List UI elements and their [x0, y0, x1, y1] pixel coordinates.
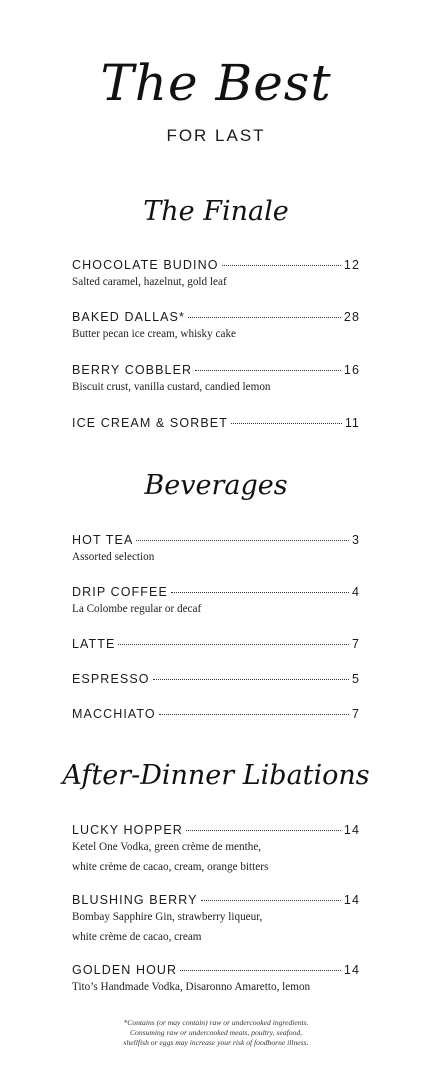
item-price: 7 — [351, 637, 360, 651]
dot-leader — [188, 317, 341, 318]
item-name: BERRY COBBLER — [72, 363, 193, 377]
item-description: Biscuit crust, vanilla custard, candied lemon — [72, 381, 271, 393]
subtitle: FOR LAST — [166, 126, 266, 145]
item-description: Assorted selection — [72, 551, 155, 563]
menu-item — [72, 707, 360, 721]
dot-leader — [136, 540, 349, 541]
dot-leader — [118, 644, 348, 645]
item-description: Butter pecan ice cream, whisky cake — [72, 328, 237, 340]
item-name: DRIP COFFEE — [72, 585, 168, 599]
item-name: BAKED DALLAS* — [72, 310, 185, 324]
item-price: 14 — [343, 823, 360, 837]
item-price: 4 — [351, 585, 360, 599]
section-title-beverages: Beverages — [144, 470, 288, 501]
item-name: ICE CREAM & SORBET — [72, 416, 228, 430]
dot-leader — [195, 370, 341, 371]
dot-leader — [231, 423, 342, 424]
item-price: 3 — [351, 533, 360, 547]
dot-leader — [159, 714, 349, 715]
item-description: white crème de cacao, cream — [72, 931, 202, 943]
item-price: 5 — [351, 672, 360, 686]
menu-item — [72, 258, 360, 310]
item-name: LUCKY HOPPER — [72, 823, 183, 837]
menu-item — [72, 963, 360, 996]
item-price: 16 — [343, 363, 360, 377]
dot-leader — [180, 970, 341, 971]
item-description: Ketel One Vodka, green crème de menthe, — [72, 841, 262, 853]
item-name: HOT TEA — [72, 533, 134, 547]
item-price: 28 — [343, 310, 360, 324]
dot-leader — [171, 592, 349, 593]
item-price: 7 — [351, 707, 360, 721]
item-name: MACCHIATO — [72, 707, 156, 721]
item-name: CHOCOLATE BUDINO — [72, 258, 219, 272]
item-description: Bombay Sapphire Gin, strawberry liqueur, — [72, 911, 263, 923]
section-title-finale: The Finale — [143, 196, 289, 227]
dot-leader — [153, 679, 349, 680]
item-description: white crème de cacao, cream, orange bitters — [72, 861, 269, 873]
item-description: Salted caramel, hazelnut, gold leaf — [72, 276, 227, 288]
footnote-line: *Contains (or may contain) raw or undercooked ingredients. — [123, 1018, 309, 1027]
item-price: 12 — [343, 258, 360, 272]
menu-item — [72, 823, 360, 893]
dot-leader — [186, 830, 341, 831]
item-name: BLUSHING BERRY — [72, 893, 198, 907]
dot-leader — [222, 265, 341, 266]
footnote-line: shellfish or eggs may increase your risk of foodborne illness. — [123, 1038, 309, 1047]
item-description: Tito’s Handmade Vodka, Disaronno Amaretto, lemon — [72, 981, 311, 993]
item-name: ESPRESSO — [72, 672, 150, 686]
item-name: LATTE — [72, 637, 116, 651]
item-price: 14 — [343, 963, 360, 977]
menu-libations — [72, 823, 360, 996]
allergen-footnote — [60, 1018, 372, 1048]
menu-finale — [72, 258, 360, 430]
menu-item — [72, 893, 360, 963]
dot-leader — [201, 900, 341, 901]
footnote-line: Consuming raw or undercooked meats, poultry, seafood, — [129, 1028, 303, 1037]
menu-item — [72, 363, 360, 416]
menu-item — [72, 416, 360, 430]
menu-item — [72, 585, 360, 637]
menu-item — [72, 672, 360, 707]
item-name: GOLDEN HOUR — [72, 963, 178, 977]
menu-beverages — [72, 533, 360, 721]
menu-item — [72, 533, 360, 585]
item-description: La Colombe regular or decaf — [72, 603, 202, 615]
menu-item — [72, 637, 360, 672]
main-title: The Best — [100, 54, 332, 112]
item-price: 11 — [344, 416, 360, 430]
item-price: 14 — [343, 893, 360, 907]
menu-item — [72, 310, 360, 363]
section-title-libations: After-Dinner Libations — [62, 760, 370, 791]
